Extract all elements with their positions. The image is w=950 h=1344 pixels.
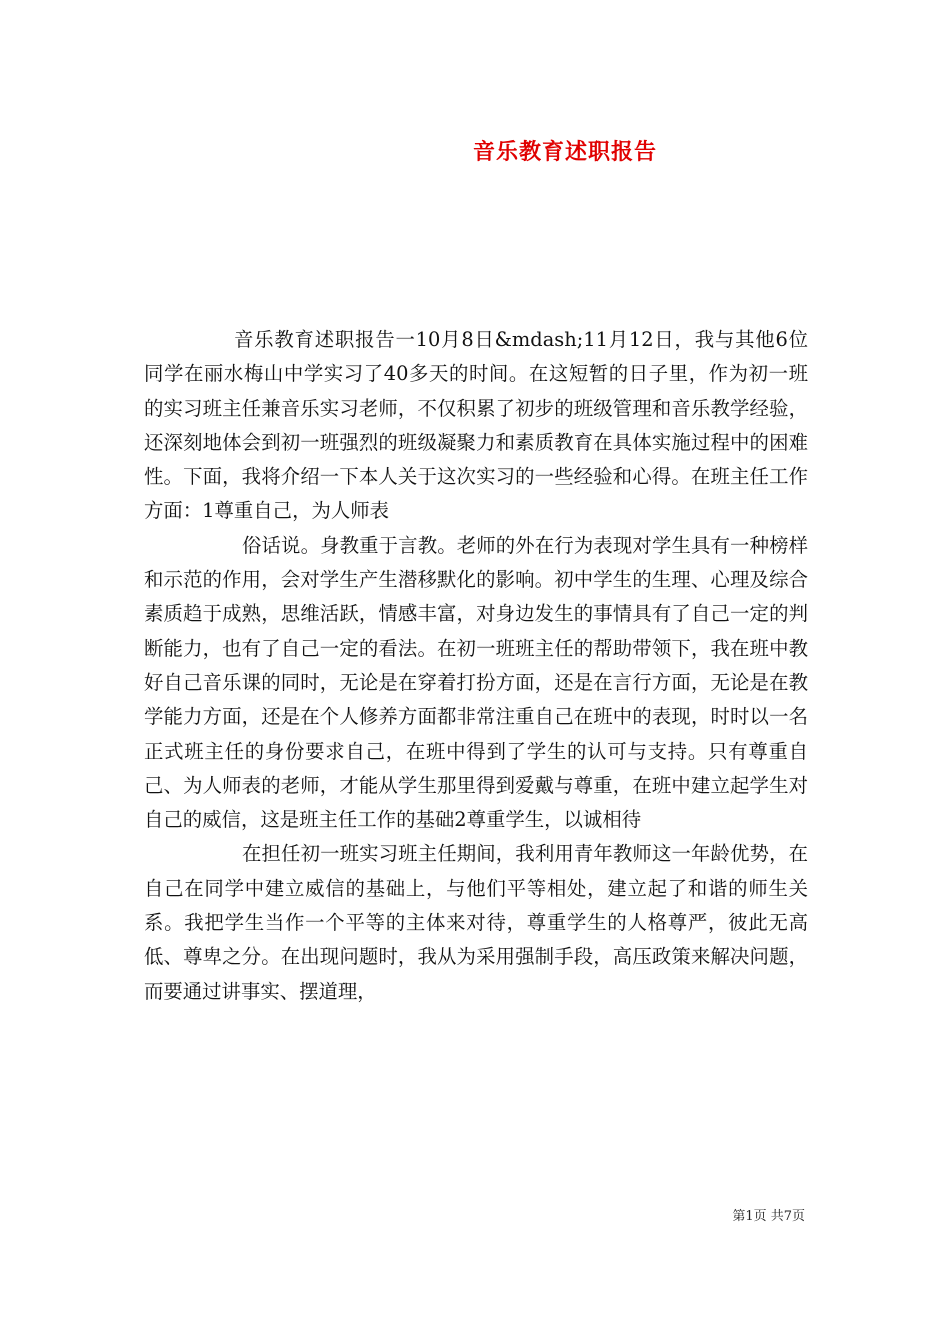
page-number-footer: 第1页 共7页	[732, 1209, 805, 1224]
paragraph-1: 音乐教育述职报告一10月8日&mdash;11月12日，我与其他6位同学在丽水梅山中学实习了40多天的时间。在这短暂的日子里，作为初一班的实习班主任兼音乐实习老师，不仅积累了初步的班级管理和音乐教学经验，还深刻地体会到初一班强烈的班级凝聚力和素质教育在具体实施过程中的困难性。下面，我将介绍一下本人关于这次实习的一些经验和心得。在班主任工作方面：1尊重自己，为人师表	[144, 328, 808, 523]
paragraph-3: 在担任初一班实习班主任期间，我利用青年教师这一年龄优势，在自己在同学中建立威信的基础上，与他们平等相处，建立起了和谐的师生关系。我把学生当作一个平等的主体来对待，尊重学生的人格尊严，彼此无高低、尊卑之分。在出现问题时，我从为采用强制手段，高压政策来解决问题，而要通过讲事实、摆道理，	[144, 842, 808, 1003]
paragraph-2: 俗话说。身教重于言教。老师的外在行为表现对学生具有一种榜样和示范的作用，会对学生产生潜移默化的影响。初中学生的生理、心理及综合素质趋于成熟，思维活跃，情感丰富，对身边发生的事情具有了自己一定的判断能力，也有了自己一定的看法。在初一班班主任的帮助带领下，我在班中教好自己音乐课的同时，无论是在穿着打扮方面，还是在言行方面，无论是在教学能力方面，还是在个人修养方面都非常注重自己在班中的表现，时时以一名正式班主任的身份要求自己，在班中得到了学生的认可与支持。只有尊重自己、为人师表的老师，才能从学生那里得到爱戴与尊重，在班中建立起学生对自己的威信，这是班主任工作的基础2尊重学生，以诚相待	[144, 533, 808, 832]
document-title: 音乐教育述职报告	[472, 139, 657, 165]
document-body	[144, 323, 808, 1009]
